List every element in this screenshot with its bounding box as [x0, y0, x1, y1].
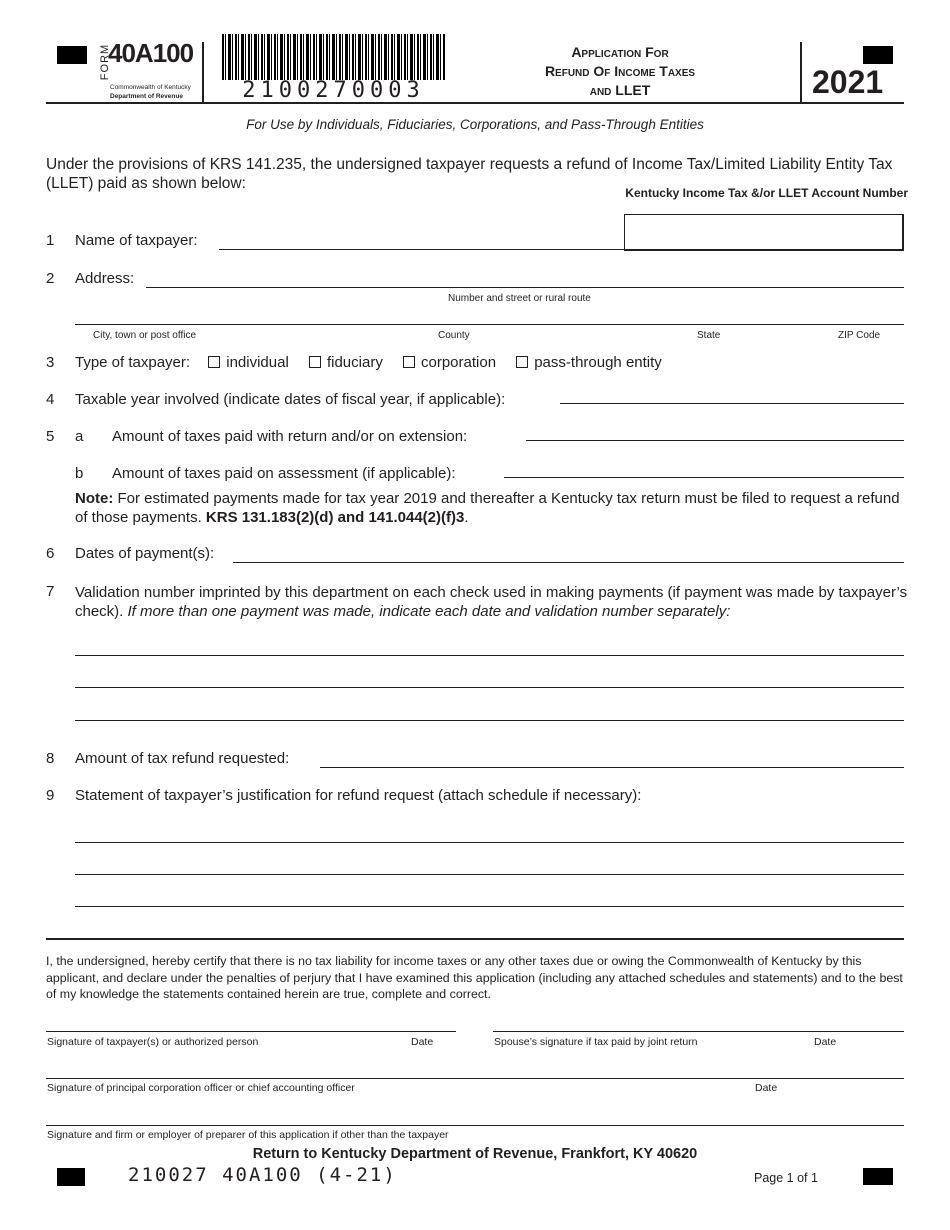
justification-line-2[interactable]	[75, 874, 904, 875]
registration-mark-bottom-left	[57, 1168, 85, 1186]
line1-label: Name of taxpayer:	[75, 232, 198, 249]
taxable-year-field[interactable]	[560, 403, 904, 404]
line8-label: Amount of tax refund requested:	[75, 750, 290, 767]
note-end: .	[464, 509, 469, 526]
registration-mark-bottom-right	[863, 1168, 893, 1185]
line7-number: 7	[46, 583, 55, 600]
header-divider-right	[800, 42, 802, 102]
street-address-field[interactable]	[146, 287, 904, 288]
line6-label: Dates of payment(s):	[75, 545, 215, 562]
header-rule	[46, 102, 904, 104]
title-line2: Refund Of Income Taxes	[544, 63, 696, 79]
line7-label: Validation number imprinted by this department on each check used in making payments (if payment was made by taxpayer’s check).	[75, 584, 908, 620]
validation-line-1[interactable]	[75, 655, 904, 656]
preparer-signature-field[interactable]	[46, 1125, 904, 1126]
registration-mark-top-left	[57, 46, 87, 64]
line9-label: Statement of taxpayer’s justification for refund request (attach schedule if necessary):	[75, 787, 642, 804]
agency-line2: Department of Revenue	[110, 93, 183, 100]
line5b-label: Amount of taxes paid on assessment (if applicable):	[112, 465, 456, 482]
officer-date-caption: Date	[755, 1082, 778, 1094]
agency-line1: Commonwealth of Kentucky	[110, 84, 191, 91]
form-word: FORM	[99, 43, 111, 81]
state-caption: State	[697, 330, 721, 341]
line1-number: 1	[46, 232, 55, 249]
option-individual: individual	[226, 354, 289, 371]
justification-line-1[interactable]	[75, 842, 904, 843]
line3-number: 3	[46, 354, 55, 371]
line7-instruction: If more than one payment was made, indicate each date and validation number separately:	[127, 603, 731, 620]
form-code: 210027 40A100 (4-21)	[128, 1164, 397, 1186]
officer-signature-field[interactable]	[46, 1078, 904, 1079]
checkbox-fiduciary[interactable]	[309, 356, 321, 368]
option-corporation: corporation	[421, 354, 497, 371]
street-address-caption: Number and street or rural route	[448, 293, 591, 304]
line8-number: 8	[46, 750, 55, 767]
line9-number: 9	[46, 787, 55, 804]
refund-amount-field[interactable]	[320, 767, 904, 768]
taxpayer-type-row	[75, 354, 662, 371]
justification-line-3[interactable]	[75, 906, 904, 907]
taxpayer-date-caption: Date	[411, 1036, 434, 1048]
line6-number: 6	[46, 545, 55, 562]
taxpayer-signature-caption: Signature of taxpayer(s) or authorized person	[47, 1036, 259, 1048]
account-number-box[interactable]	[624, 214, 904, 251]
validation-line-3[interactable]	[75, 720, 904, 721]
checkbox-pass-through-entity[interactable]	[516, 356, 528, 368]
line7-text	[75, 583, 915, 621]
city-caption: City, town or post office	[93, 330, 197, 341]
return-address: Return to Kentucky Department of Revenue, Frankfort, KY 40620	[252, 1146, 698, 1162]
line5b-letter: b	[75, 465, 84, 482]
title-line3: and LLET	[589, 82, 651, 98]
zip-caption: ZIP Code	[838, 330, 881, 341]
spouse-date-caption: Date	[814, 1036, 837, 1048]
taxes-paid-assessment-field[interactable]	[504, 477, 904, 478]
line4-label: Taxable year involved (indicate dates of fiscal year, if applicable):	[75, 391, 506, 408]
validation-line-2[interactable]	[75, 687, 904, 688]
spouse-signature-caption: Spouse’s signature if tax paid by joint return	[494, 1036, 698, 1048]
city-state-zip-field[interactable]	[75, 324, 904, 325]
account-number-label: Kentucky Income Tax &/or LLET Account Number	[625, 186, 908, 200]
payment-dates-field[interactable]	[233, 562, 904, 563]
note-krs: KRS 131.183(2)(d) and 141.044(2)(f)3	[205, 509, 465, 526]
page-number: Page 1 of 1	[754, 1171, 818, 1185]
line5a-letter: a	[75, 428, 84, 445]
line5a-label: Amount of taxes paid with return and/or on extension:	[112, 428, 468, 445]
option-pass-through-entity: pass-through entity	[534, 354, 662, 371]
checkbox-corporation[interactable]	[403, 356, 415, 368]
taxpayer-signature-field[interactable]	[46, 1031, 456, 1032]
note-label: Note:	[75, 490, 114, 507]
line4-number: 4	[46, 391, 55, 408]
taxes-paid-return-field[interactable]	[526, 440, 904, 441]
section-divider	[46, 938, 904, 940]
title-line1: Application For	[571, 44, 669, 60]
option-fiduciary: fiduciary	[326, 354, 383, 371]
certification-text: I, the undersigned, hereby certify that there is no tax liability for income taxes or any other taxes due or owing the Commonwealth of Kentucky by this applicant, and declare under the penalties of perjury that I have examined this application (including any attached schedules and statements) and to the best of my knowledge the statements contained herein are true, complete and correct.	[46, 954, 903, 1001]
line5-note	[75, 489, 905, 527]
form-number: 40A100	[108, 38, 194, 68]
barcode-number: 2100270003	[242, 78, 425, 103]
registration-mark-top-right	[863, 46, 893, 64]
barcode	[222, 34, 445, 80]
tax-year: 2021	[812, 64, 884, 100]
line2-label: Address:	[75, 270, 135, 287]
note-text: For estimated payments made for tax year 2019 and thereafter a Kentucky tax return must be filed to request a refund of those payments.	[75, 490, 900, 526]
officer-signature-caption: Signature of principal corporation officer or chief accounting officer	[47, 1082, 355, 1094]
line5-number: 5	[46, 428, 55, 445]
taxpayer-name-field[interactable]	[219, 249, 624, 250]
line3-label: Type of taxpayer:	[75, 354, 191, 371]
checkbox-individual[interactable]	[208, 356, 220, 368]
line2-number: 2	[46, 270, 55, 287]
header-divider-left	[202, 42, 204, 102]
county-caption: County	[438, 330, 470, 341]
intro-text: Under the provisions of KRS 141.235, the undersigned taxpayer requests a refund of Income Tax/Limited Liability Entity Tax (LLET) paid as shown below:	[46, 156, 893, 192]
spouse-signature-field[interactable]	[493, 1031, 904, 1032]
form-title	[520, 43, 720, 100]
subtitle: For Use by Individuals, Fiduciaries, Corporations, and Pass-Through Entities	[246, 117, 704, 132]
preparer-signature-caption: Signature and firm or employer of preparer of this application if other than the taxpayer	[47, 1129, 449, 1141]
